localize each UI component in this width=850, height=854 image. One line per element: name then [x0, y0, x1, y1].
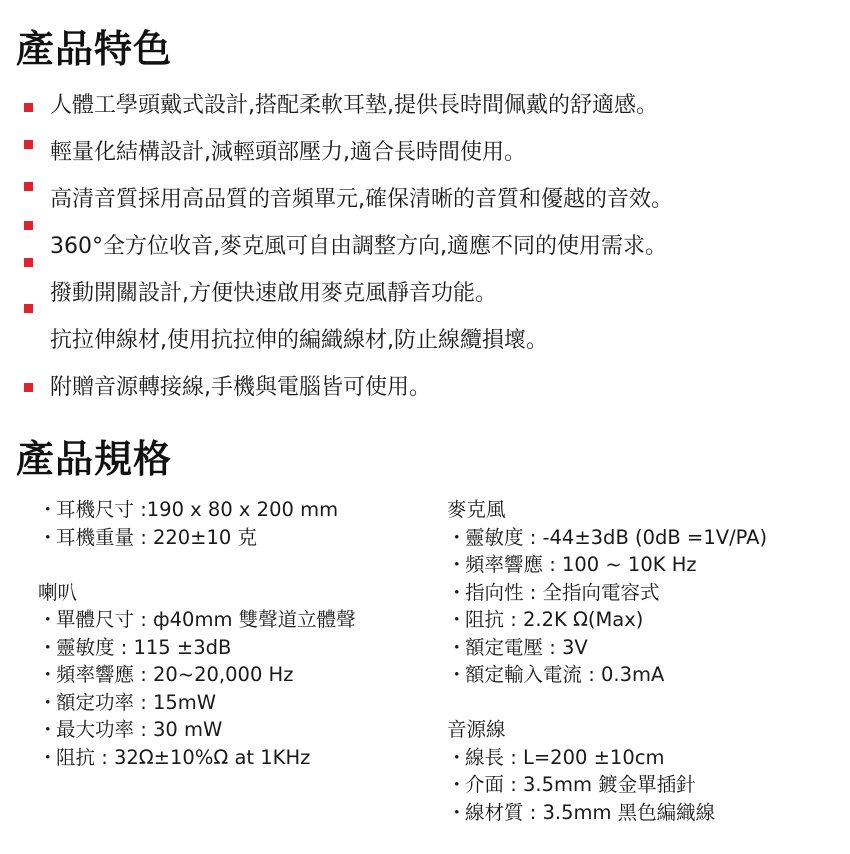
bullet-dot-icon: ・	[38, 525, 58, 549]
bullet-dot-icon: ・	[38, 663, 58, 686]
spec-line	[38, 744, 356, 772]
bullet-dot-icon: ・	[38, 690, 58, 714]
spec-line	[447, 551, 767, 579]
spec-text: 阻抗 : 2.2K Ω(Max)	[465, 608, 644, 631]
feature-text: 高清音質採用高品質的音頻單元,確保清晰的音質和優越的音效。	[50, 187, 673, 212]
feature-text: 抗拉伸線材,使用抗拉伸的編織線材,防止線纜損壞。	[50, 328, 548, 353]
feature-item	[0, 82, 850, 129]
bullet-square-icon	[24, 383, 33, 392]
feature-item	[0, 364, 850, 411]
specs-right-column	[447, 496, 767, 854]
bullet-dot-icon: ・	[447, 773, 467, 796]
spec-line	[447, 524, 767, 552]
spec-heading-cable: 音源線	[447, 718, 506, 741]
spec-group-speaker	[38, 579, 356, 772]
spec-text: 額定功率 : 15mW	[56, 690, 217, 714]
spec-line	[38, 496, 356, 524]
spec-group-general	[38, 496, 356, 551]
bullet-dot-icon: ・	[447, 635, 467, 659]
bullet-dot-icon: ・	[38, 608, 58, 631]
feature-item	[0, 176, 850, 223]
spec-text: 單體尺寸 : ф40mm 雙聲道立體聲	[56, 608, 356, 631]
bullet-square-icon	[24, 221, 33, 230]
bullet-dot-icon: ・	[447, 608, 467, 631]
feature-text: 附贈音源轉接線,手機與電腦皆可使用。	[50, 375, 431, 400]
bullet-dot-icon: ・	[447, 663, 467, 686]
spec-text: 線長 : L=200 ±10cm	[465, 745, 665, 769]
bullet-dot-icon: ・	[447, 580, 467, 604]
bullet-square-icon	[24, 140, 33, 149]
feature-text: 撥動開關設計,方便快速啟用麥克風靜音功能。	[50, 281, 497, 306]
spec-text: 耳機重量 : 220±10 克	[56, 525, 258, 549]
feature-item	[0, 129, 850, 176]
bullet-dot-icon: ・	[447, 800, 467, 824]
bullet-dot-icon: ・	[447, 525, 467, 549]
bullet-square-icon	[24, 258, 33, 267]
spec-line	[447, 799, 767, 827]
bullet-dot-icon: ・	[447, 553, 467, 576]
spec-text: 線材質 : 3.5mm 黑色編織線	[465, 800, 716, 824]
bullet-square-icon	[24, 103, 33, 112]
spec-line	[38, 689, 356, 717]
spec-line	[447, 661, 767, 689]
spec-line	[447, 579, 767, 607]
bullet-square-icon	[24, 182, 33, 191]
spec-text: 額定電壓 : 3V	[465, 635, 588, 659]
bullet-dot-icon: ・	[38, 745, 58, 769]
spec-text: 指向性 : 全指向電容式	[465, 580, 660, 604]
spec-text: 介面 : 3.5mm 鍍金單插針	[465, 773, 696, 796]
bullet-dot-icon: ・	[38, 718, 58, 741]
feature-text: 輕量化結構設計,減輕頭部壓力,適合長時間使用。	[50, 140, 526, 165]
bullet-square-icon	[24, 304, 33, 313]
spec-line	[447, 744, 767, 772]
spec-line	[38, 716, 356, 744]
spec-text: 耳機尺寸 :190 x 80 x 200 mm	[56, 498, 339, 521]
features-list	[0, 82, 850, 411]
feature-item	[0, 270, 850, 317]
spec-line	[447, 634, 767, 662]
spec-text: 靈敏度 : -44±3dB (0dB =1V/PA)	[465, 525, 768, 549]
spec-line	[38, 634, 356, 662]
bullet-dot-icon: ・	[447, 745, 467, 769]
specs-title: 產品規格	[16, 437, 173, 481]
spec-text: 額定輸入電流 : 0.3mA	[465, 663, 665, 686]
spec-group-cable	[447, 716, 767, 826]
features-title: 產品特色	[16, 27, 173, 71]
feature-item	[0, 223, 850, 270]
spec-heading-speaker: 喇叭	[38, 580, 78, 604]
bullet-dot-icon: ・	[38, 635, 58, 659]
bullet-dot-icon: ・	[38, 498, 58, 521]
spec-text: 頻率響應 : 20~20,000 Hz	[56, 663, 294, 686]
spec-line	[447, 771, 767, 799]
spec-text: 阻抗 : 32Ω±10%Ω at 1KHz	[56, 745, 311, 769]
feature-text: 360°全方位收音,麥克風可自由調整方向,適應不同的使用需求。	[50, 234, 667, 259]
spec-line	[38, 606, 356, 634]
feature-text: 人體工學頭戴式設計,搭配柔軟耳墊,提供長時間佩戴的舒適感。	[50, 93, 658, 118]
spec-line	[38, 661, 356, 689]
feature-item	[0, 317, 850, 364]
spec-text: 頻率響應 : 100 ~ 10K Hz	[465, 553, 697, 576]
spec-group-mic	[447, 496, 767, 689]
specs-left-column	[38, 496, 356, 799]
spec-text: 靈敏度 : 115 ±3dB	[56, 635, 232, 659]
spec-line	[38, 524, 356, 552]
spec-heading-mic: 麥克風	[447, 498, 506, 521]
spec-text: 最大功率 : 30 mW	[56, 718, 223, 741]
spec-line	[447, 606, 767, 634]
